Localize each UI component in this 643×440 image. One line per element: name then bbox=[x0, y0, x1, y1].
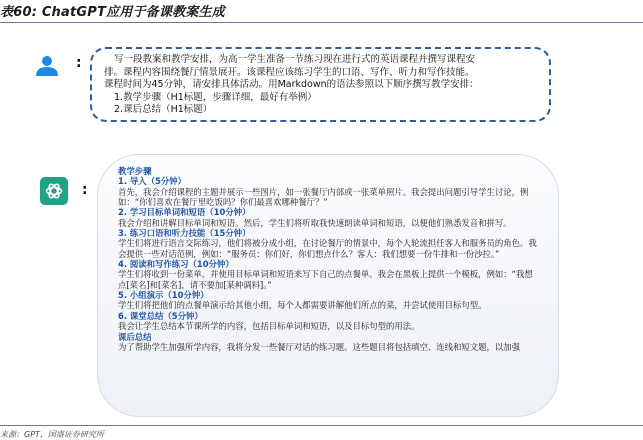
prompt-list-item: 2.课后总结（H1标题） bbox=[114, 104, 213, 116]
step-title: 6. 课堂总结（5分钟） bbox=[118, 310, 203, 321]
step-title: 2. 学习目标单词和短语（10分钟） bbox=[118, 207, 251, 218]
chatgpt-logo-icon bbox=[40, 177, 68, 205]
prompt-text bbox=[104, 54, 539, 117]
step-body: 我会介绍和讲解目标单词和短语。然后，学生们将听取我快速朗读单词和短语，以便他们熟悉发音和拼写。 bbox=[118, 217, 512, 228]
user-colon: : bbox=[76, 55, 82, 71]
assistant-answer-bubble bbox=[97, 154, 559, 417]
assistant-colon: : bbox=[82, 182, 88, 198]
answer-heading: 教学步骤 bbox=[118, 166, 152, 176]
top-divider bbox=[0, 22, 643, 23]
summary-body: 为了帮助学生加强所学内容，我将分发一些餐厅对话的练习题。这些题目将包括填空、连线和短文题，以加强 bbox=[118, 341, 520, 352]
answer-heading: 课后总结 bbox=[118, 331, 152, 342]
step-title: 5. 小组演示（10分钟） bbox=[118, 290, 209, 301]
figure-title: 表60: ChatGPT应用于备课教案生成 bbox=[0, 5, 225, 20]
step-body: 学生们将进行语言交际练习，他们将被分成小组，在讨论餐厅的情景中，每个人轮流担任客人和服务员的角色。我会提供一些对话范例，例如：“服务员：你们好，你们想点什么？客人：我们想要一份牛排和一份沙拉。” bbox=[118, 238, 537, 259]
step-body: 学生们将收到一份菜单，并使用目标单词和短语来写下自己的点餐单。我会在黑板上提供一个模板，例如：“我想点[菜名]和[菜名]，请不要加[某种调料]。” bbox=[118, 269, 533, 290]
step-title: 3. 练习口语和听力技能（15分钟） bbox=[118, 228, 251, 239]
source-note: 来源：GPT，国盛证券研究所 bbox=[0, 430, 104, 439]
step-title: 1. 导入（5分钟） bbox=[118, 176, 187, 187]
prompt-list-item: 1.教学步骤（H1标题，步骤详细，最好有举例） bbox=[114, 91, 317, 103]
step-body: 学生们将把他们的点餐单演示给其他小组，每个人都需要讲解他们所点的菜，并尝试使用目标句型。 bbox=[118, 300, 487, 311]
prompt-line: 写一段教案和教学安排，为高一学生准备一节练习现在进行式的英语课程并撰写课程安 bbox=[114, 54, 476, 65]
bottom-divider bbox=[0, 425, 643, 426]
answer-text bbox=[118, 166, 538, 352]
step-title: 4. 阅读和写作练习（10分钟） bbox=[118, 259, 234, 270]
prompt-line: 课程时间为45分钟，请安排具体活动。用Markdown的语法参照以下顺序撰写教学安排： bbox=[104, 79, 479, 91]
user-prompt-bubble bbox=[90, 47, 551, 122]
step-body: 我会让学生总结本节课所学的内容，包括目标单词和短语，以及目标句型的用法。 bbox=[118, 321, 420, 332]
prompt-line: 排。课程内容围绕餐厅情景展开。该课程应该练习学生的口语、写作、听力和写作技能。 bbox=[104, 66, 475, 78]
person-icon bbox=[34, 55, 60, 77]
step-body: 首先，我会介绍课程的主题并展示一些图片，如一张餐厅内部或一张菜单照片。我会提出问题引导学生讨论，例如：“你们喜欢在餐厅里吃饭吗？你们最喜欢哪种餐厅？” bbox=[118, 186, 529, 208]
